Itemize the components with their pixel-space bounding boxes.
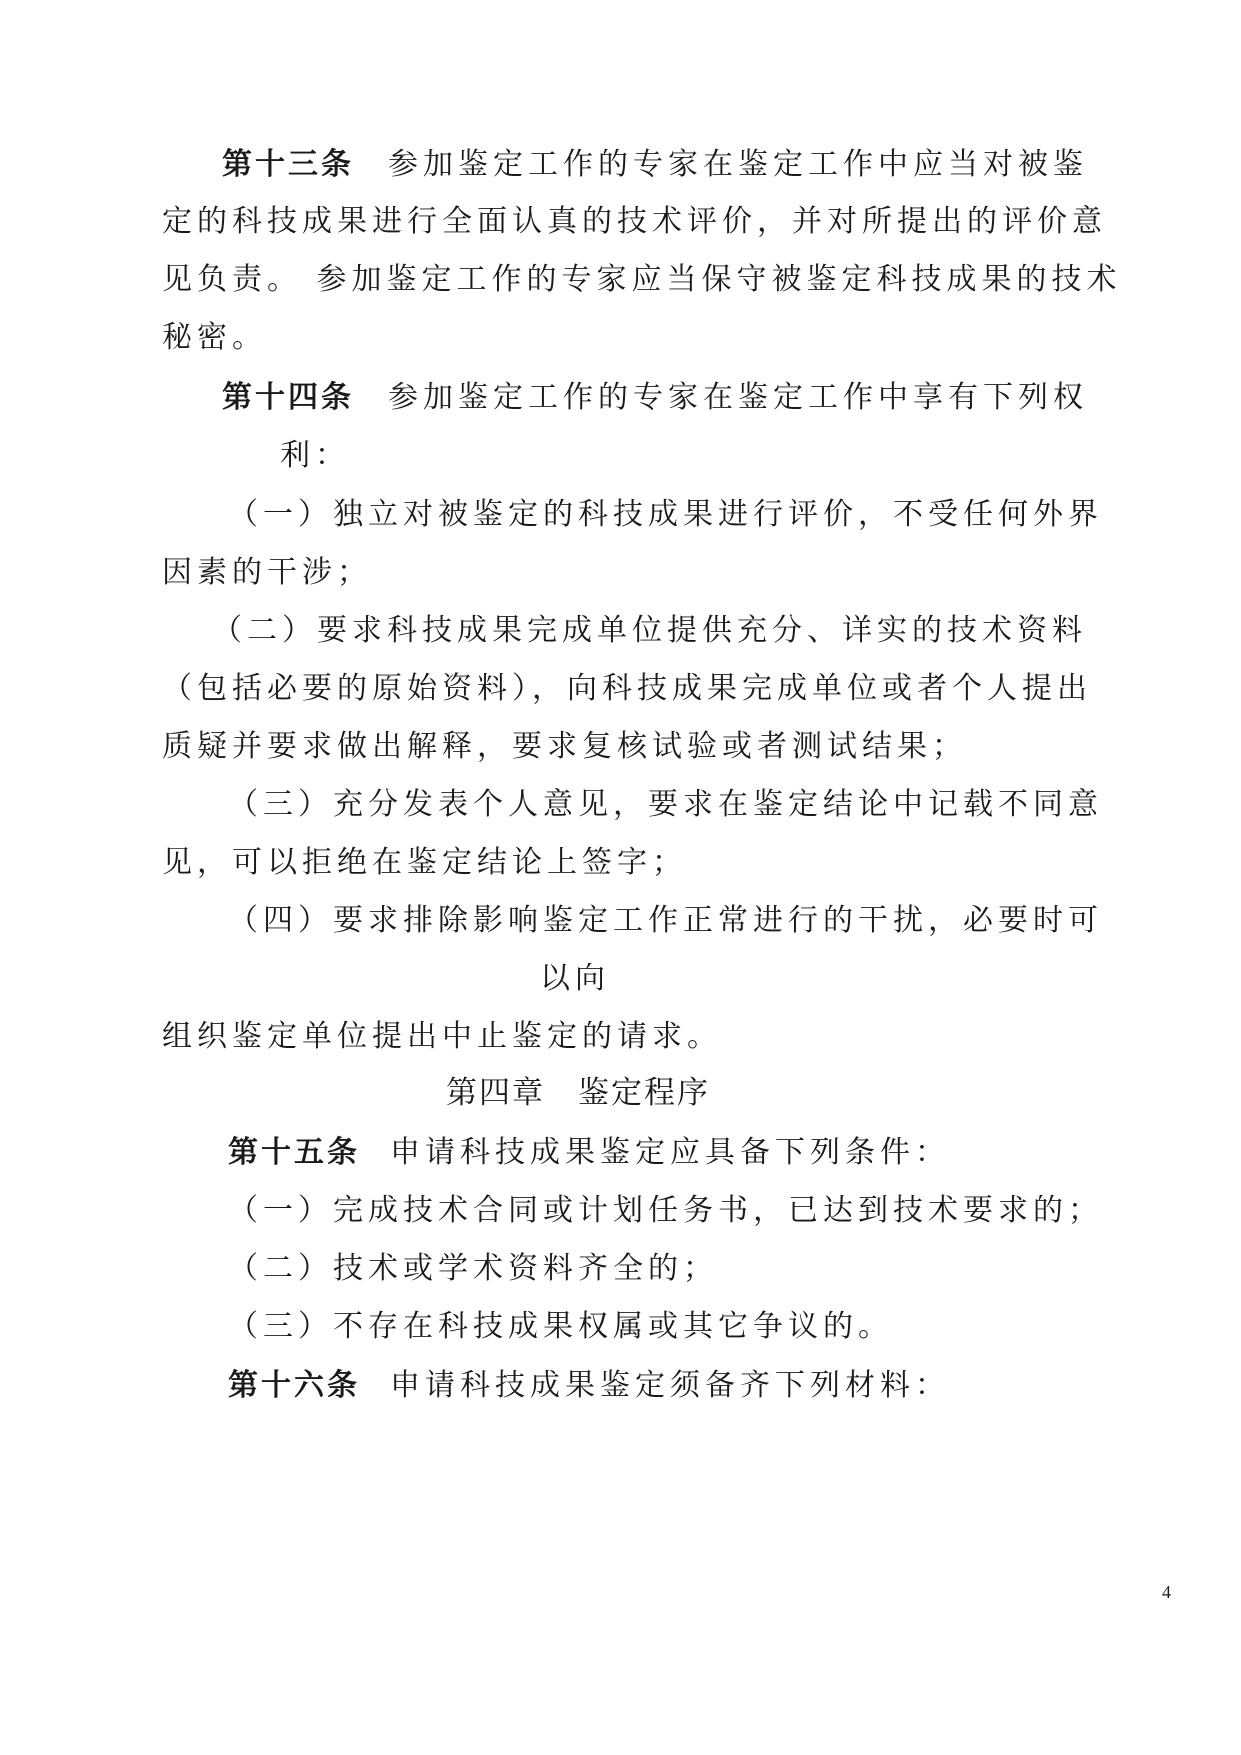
article-14-item-4-cont-2: 组织鉴定单位提出中止鉴定的请求。 [162,1019,722,1054]
article-14-line-2: 利： [280,438,350,473]
article-13-first-line [222,145,1088,185]
chapter-title: 第四章 鉴定程序 [446,1075,710,1111]
article-15-item-2: （二）技术或学术资料齐全的； [228,1251,718,1286]
article-14-item-2-cont-2: 质疑并要求做出解释，要求复核试验或者测试结果； [162,729,967,764]
article-14-first-line [222,378,1088,418]
article-15-first-line [228,1133,950,1173]
article-15-heading: 第十五条 [228,1135,360,1170]
article-16-heading: 第十六条 [228,1368,360,1403]
article-14-item-4-cont-1: 以向 [540,961,610,996]
article-15-item-1: （一）完成技术合同或计划任务书，已达到技术要求的； [228,1193,1103,1228]
article-15-line: 申请科技成果鉴定应具备下列条件： [390,1135,950,1170]
article-14-item-1-cont: 因素的干涉； [162,555,372,590]
article-13-line-4: 秘密。 [162,320,267,355]
article-13-heading: 第十三条 [222,147,354,182]
article-14-item-3-cont: 见，可以拒绝在鉴定结论上签字； [162,845,687,880]
page-number: 4 [1162,1582,1171,1602]
article-14-item-4: （四）要求排除影响鉴定工作正常进行的干扰，必要时可 [228,903,1103,938]
article-15-item-3: （三）不存在科技成果权属或其它争议的。 [228,1309,893,1344]
article-14-item-3: （三）充分发表个人意见，要求在鉴定结论中记载不同意 [228,787,1103,822]
article-14-item-2: （二）要求科技成果完成单位提供充分、详实的技术资料 [212,613,1087,648]
article-16-line: 申请科技成果鉴定须备齐下列材料： [390,1368,950,1403]
article-14-item-1: （一）独立对被鉴定的科技成果进行评价，不受任何外界 [228,497,1103,532]
article-13-line-3: 见负责。 参加鉴定工作的专家应当保守被鉴定科技成果的技术 [162,262,1122,297]
article-13-line-1: 参加鉴定工作的专家在鉴定工作中应当对被鉴 [388,147,1088,182]
article-13-line-2: 定的科技成果进行全面认真的技术评价，并对所提出的评价意 [162,204,1107,239]
article-16-first-line [228,1366,950,1406]
article-14-line-1: 参加鉴定工作的专家在鉴定工作中享有下列权 [388,380,1088,415]
article-14-item-2-cont-1: （包括必要的原始资料），向科技成果完成单位或者个人提出 [162,671,1092,706]
article-14-heading: 第十四条 [222,380,354,415]
